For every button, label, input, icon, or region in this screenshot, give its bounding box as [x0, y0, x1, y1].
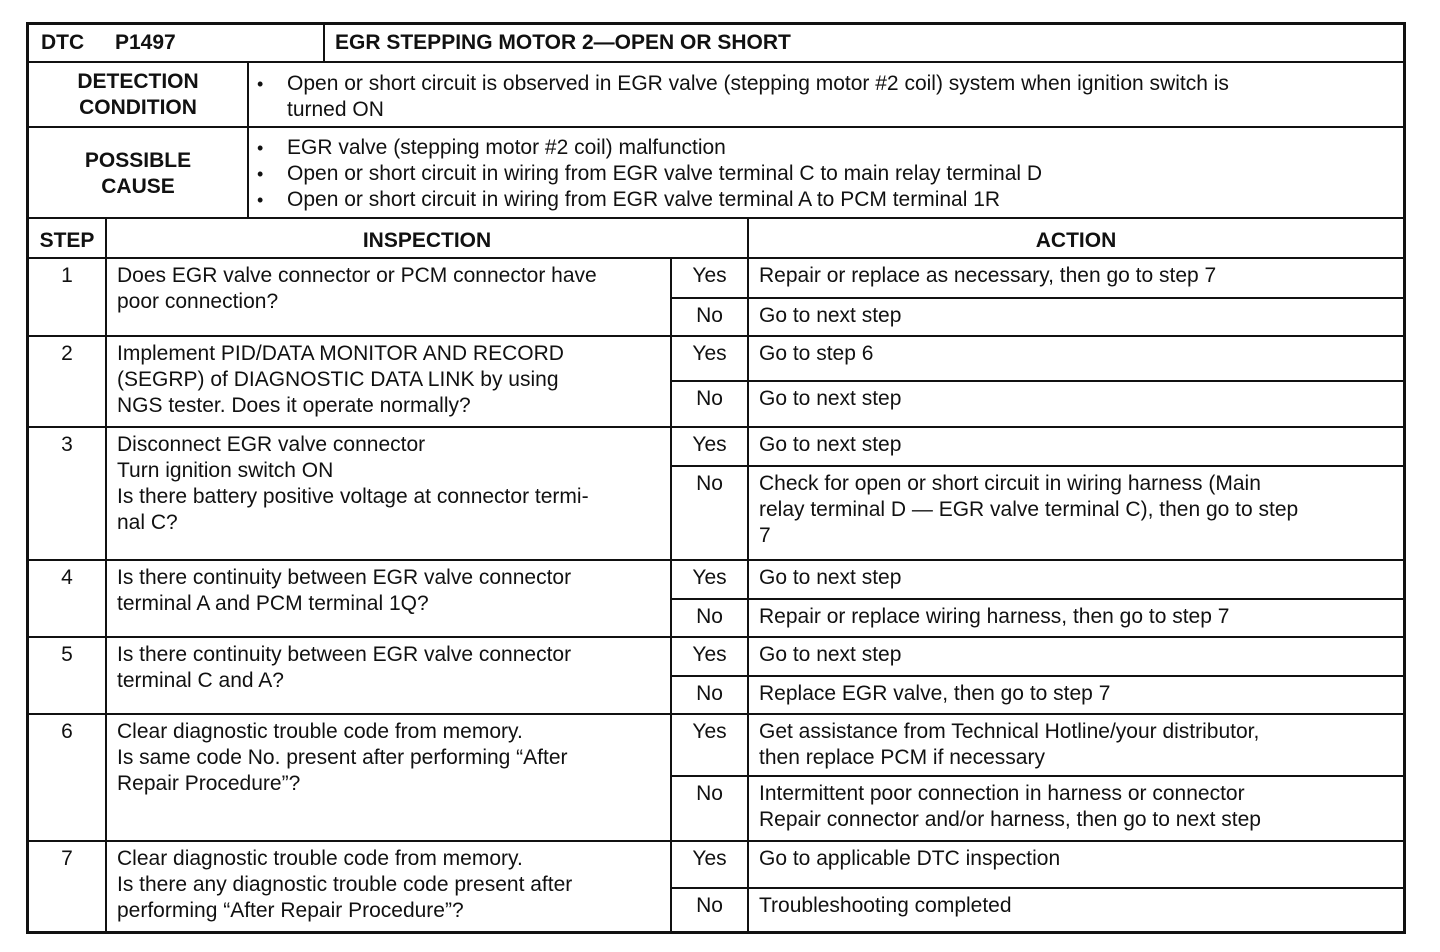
inspection-text: terminal A and PCM terminal 1Q? — [117, 592, 429, 615]
condition-divider — [247, 61, 249, 218]
inspection-text: Is there battery positive voltage at connector termi- — [117, 485, 589, 508]
inspection-text: performing “After Repair Procedure”? — [117, 899, 464, 922]
cause-bullet: • — [257, 138, 264, 158]
inspection-text: nal C? — [117, 511, 178, 534]
cause-rule — [29, 217, 1403, 219]
column-header-action: ACTION — [1035, 229, 1117, 252]
inspection-text: Is there continuity between EGR valve connector — [117, 566, 572, 589]
step-column-divider — [105, 218, 107, 932]
yes-action-text: then replace PCM if necessary — [759, 746, 1045, 769]
yes-label: Yes — [692, 566, 727, 589]
step-number: 6 — [61, 720, 73, 743]
no-action-text: Check for open or short circuit in wiring harness (Main — [759, 472, 1261, 495]
inspection-text: terminal C and A? — [117, 669, 284, 692]
step-row-rule — [29, 559, 1403, 561]
detection-bullet: • — [257, 74, 264, 94]
inspection-text: Does EGR valve connector or PCM connector have — [117, 264, 597, 287]
header-rule — [29, 61, 1403, 63]
yes-label: Yes — [692, 720, 727, 743]
yes-label: Yes — [692, 643, 727, 666]
step-row-rule — [29, 713, 1403, 715]
yes-no-column-divider — [670, 257, 672, 932]
cause-item: Open or short circuit in wiring from EGR valve terminal C to main relay terminal D — [287, 162, 1043, 185]
detection-label-line2: CONDITION — [79, 96, 197, 119]
yes-action-text: Go to next step — [759, 643, 902, 666]
no-action-text: relay terminal D — EGR valve terminal C), then go to step — [759, 498, 1299, 521]
no-label: No — [696, 304, 723, 327]
no-action-text: Repair or replace wiring harness, then go to step 7 — [759, 605, 1230, 628]
cause-label-line2: CAUSE — [101, 175, 175, 198]
no-action-text: Intermittent poor connection in harness or connector — [759, 782, 1245, 805]
yes-action-text: Get assistance from Technical Hotline/your distributor, — [759, 720, 1260, 743]
yes-no-rule — [670, 775, 1403, 777]
yes-label: Yes — [692, 847, 727, 870]
cause-item: EGR valve (stepping motor #2 coil) malfunction — [287, 136, 726, 159]
step-number: 1 — [61, 264, 73, 287]
step-number: 7 — [61, 847, 73, 870]
cause-label-line1: POSSIBLE — [84, 149, 192, 172]
no-label: No — [696, 605, 723, 628]
step-row-rule — [29, 636, 1403, 638]
detection-label-line1: DETECTION — [77, 70, 199, 93]
header-divider — [323, 25, 325, 61]
yes-label: Yes — [692, 342, 727, 365]
inspection-text: Implement PID/DATA MONITOR AND RECORD — [117, 342, 564, 365]
cause-bullet: • — [257, 190, 264, 210]
action-column-divider — [747, 218, 749, 932]
inspection-text: Is there continuity between EGR valve connector — [117, 643, 572, 666]
step-number: 4 — [61, 566, 73, 589]
inspection-text: Disconnect EGR valve connector — [117, 433, 426, 456]
yes-no-rule — [670, 598, 1403, 600]
inspection-text: poor connection? — [117, 290, 279, 313]
detection-text-line1: Open or short circuit is observed in EGR valve (stepping motor #2 coil) system when ignition switch is — [287, 72, 1229, 95]
yes-no-rule — [670, 465, 1403, 467]
inspection-text: Is there any diagnostic trouble code present after — [117, 873, 573, 896]
yes-action-text: Go to step 6 — [759, 342, 874, 365]
dtc-troubleshooting-table — [26, 22, 1406, 934]
step-row-rule — [29, 840, 1403, 842]
yes-label: Yes — [692, 433, 727, 456]
step-number: 3 — [61, 433, 73, 456]
no-label: No — [696, 782, 723, 805]
no-action-text: Repair connector and/or harness, then go to next step — [759, 808, 1261, 831]
no-action-text: Go to next step — [759, 304, 902, 327]
inspection-text: (SEGRP) of DIAGNOSTIC DATA LINK by using — [117, 368, 559, 391]
no-action-text: Troubleshooting completed — [759, 894, 1012, 917]
no-action-text: Replace EGR valve, then go to step 7 — [759, 682, 1111, 705]
step-number: 2 — [61, 342, 73, 365]
step-number: 5 — [61, 643, 73, 666]
yes-no-rule — [670, 380, 1403, 382]
dtc-code: P1497 — [115, 31, 176, 54]
yes-action-text: Go to next step — [759, 566, 902, 589]
no-label: No — [696, 472, 723, 495]
dtc-label: DTC — [41, 31, 85, 54]
yes-action-text: Go to applicable DTC inspection — [759, 847, 1061, 870]
yes-action-text: Go to next step — [759, 433, 902, 456]
detection-text-line2: turned ON — [287, 98, 384, 121]
cause-item: Open or short circuit in wiring from EGR valve terminal A to PCM terminal 1R — [287, 188, 1001, 211]
no-label: No — [696, 682, 723, 705]
yes-no-rule — [670, 297, 1403, 299]
column-header-inspection: INSPECTION — [362, 229, 492, 252]
no-action-text: Go to next step — [759, 387, 902, 410]
page-title: EGR STEPPING MOTOR 2—OPEN OR SHORT — [335, 31, 791, 54]
no-label: No — [696, 894, 723, 917]
inspection-text: NGS tester. Does it operate normally? — [117, 394, 471, 417]
step-row-rule — [29, 335, 1403, 337]
yes-label: Yes — [692, 264, 727, 287]
step-row-rule — [29, 426, 1403, 428]
column-header-step: STEP — [39, 229, 95, 252]
inspection-text: Repair Procedure”? — [117, 772, 301, 795]
yes-action-text: Repair or replace as necessary, then go to step 7 — [759, 264, 1217, 287]
inspection-text: Is same code No. present after performing “After — [117, 746, 568, 769]
inspection-text: Turn ignition switch ON — [117, 459, 334, 482]
no-action-text: 7 — [759, 524, 771, 547]
detection-rule — [29, 126, 1403, 128]
yes-no-rule — [670, 675, 1403, 677]
column-header-rule — [29, 257, 1403, 259]
no-label: No — [696, 387, 723, 410]
inspection-text: Clear diagnostic trouble code from memory. — [117, 720, 523, 743]
inspection-text: Clear diagnostic trouble code from memory. — [117, 847, 523, 870]
yes-no-rule — [670, 887, 1403, 889]
cause-bullet: • — [257, 164, 264, 184]
